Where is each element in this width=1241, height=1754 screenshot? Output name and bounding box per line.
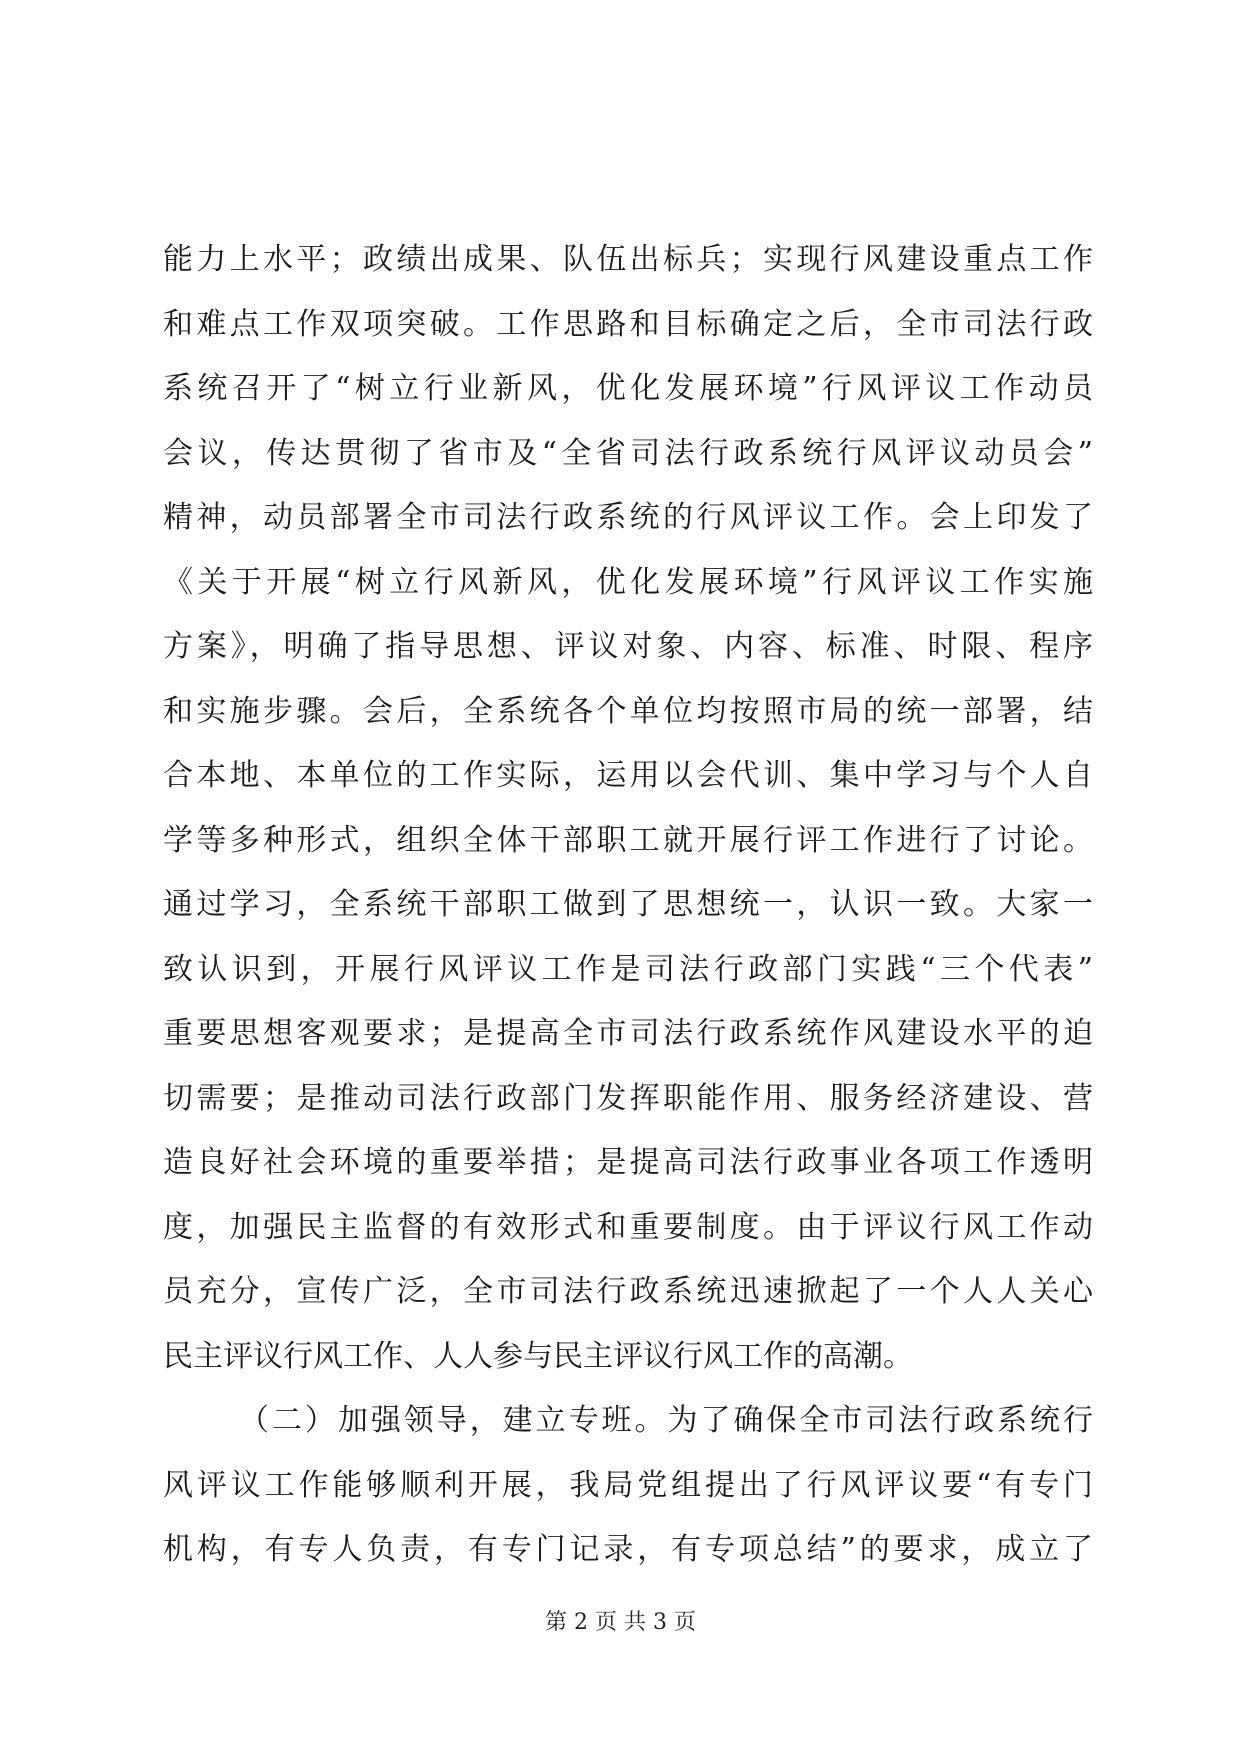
text-line: 会议，传达贯彻了省市及“全省司法行政系统行风评议动员会” [163,435,1093,471]
text-line: 重要思想客观要求；是提高全市司法行政系统作风建设水平的迫 [163,1016,1093,1051]
text-line: 通过学习，全系统干部职工做到了思想统一，认识一致。大家一 [163,887,1093,922]
text-line: 系统召开了“树立行业新风，优化发展环境”行风评议工作动员 [163,371,1093,406]
text-line: 员充分，宣传广泛，全市司法行政系统迅速掀起了一个人人关心 [163,1274,1093,1309]
section-heading-line: （二）加强领导，建立专班。为了确保全市司法行政系统行 [239,1403,1093,1438]
text-line: 方案》，明确了指导思想、评议对象、内容、标准、时限、程序 [163,629,1093,664]
text-line: 切需要；是推动司法行政部门发挥职能作用、服务经济建设、营 [163,1080,1093,1116]
text-line: 合本地、本单位的工作实际，运用以会代训、集中学习与个人自 [163,758,1093,793]
text-line: 造良好社会环境的重要举措；是提高司法行政事业各项工作透明 [163,1145,1093,1180]
body-text [163,228,1093,1583]
text-line: 《关于开展“树立行风新风，优化发展环境”行风评议工作实施 [163,564,1093,600]
text-line: 风评议工作能够顺利开展，我局党组提出了行风评议要“有专门 [163,1467,1093,1503]
text-line: 和实施步骤。会后，全系统各个单位均按照市局的统一部署，结 [163,693,1093,729]
text-line: 精神，动员部署全市司法行政系统的行风评议工作。会上印发了 [163,500,1093,535]
page-number-footer: 第 2 页 共 3 页 [545,1610,696,1635]
text-line: 学等多种形式，组织全体干部职工就开展行评工作进行了讨论。 [163,822,1093,858]
text-line: 致认识到，开展行风评议工作是司法行政部门实践“三个代表” [163,951,1093,987]
text-line: 度，加强民主监督的有效形式和重要制度。由于评议行风工作动 [163,1209,1093,1245]
text-line: 能力上水平；政绩出成果、队伍出标兵；实现行风建设重点工作 [163,242,1093,277]
text-line: 和难点工作双项突破。工作思路和目标确定之后，全市司法行政 [163,306,1093,342]
text-line: 机构，有专人负责，有专门记录，有专项总结”的要求，成立了 [163,1532,1093,1567]
text-line: 民主评议行风工作、人人参与民主评议行风工作的高潮。 [163,1338,913,1374]
